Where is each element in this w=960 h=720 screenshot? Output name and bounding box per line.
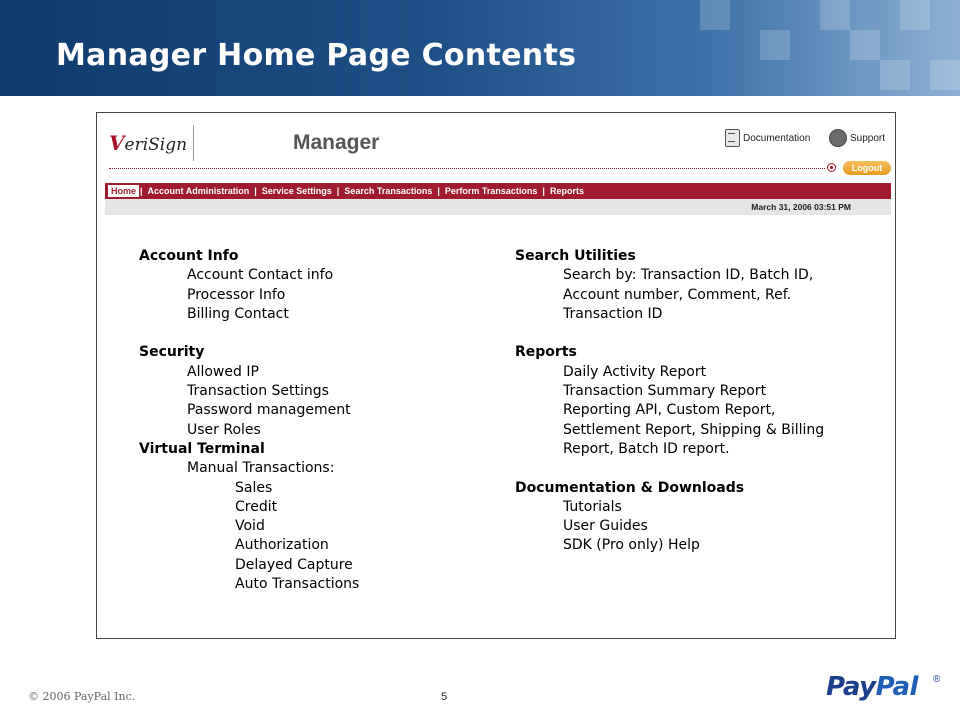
section-heading: Documentation & Downloads	[515, 479, 745, 496]
section-item: Transaction ID	[563, 305, 663, 322]
section-heading: Reports	[515, 344, 577, 361]
section-item: Tutorials	[563, 498, 622, 515]
nav-account-administration[interactable]: Account Administration	[147, 186, 250, 196]
section-item: Void	[235, 518, 265, 535]
support-link[interactable]	[829, 129, 885, 147]
registered-mark: ®	[933, 674, 941, 685]
section-item: Password management	[187, 402, 351, 419]
section-item: Reporting API, Custom Report,	[563, 402, 776, 419]
section-item: Auto Transactions	[235, 576, 360, 593]
section-item: User Guides	[563, 518, 648, 535]
manager-title: Manager	[293, 131, 380, 154]
spacer	[515, 324, 824, 343]
section-item: Transaction Summary Report	[563, 383, 767, 400]
spacer	[139, 324, 359, 343]
section-item: SDK (Pro only) Help	[563, 537, 700, 554]
page-number: 5	[441, 691, 448, 703]
nav-separator: |	[336, 186, 340, 196]
support-person-icon	[829, 129, 847, 147]
manager-header	[105, 119, 891, 215]
section-item: Search by: Transaction ID, Batch ID,	[563, 267, 814, 284]
nav-perform-transactions[interactable]: Perform Transactions	[444, 186, 538, 196]
decor-square	[850, 30, 880, 60]
decor-square	[930, 60, 960, 90]
section-heading: Search Utilities	[515, 248, 636, 264]
documentation-label: Documentation	[743, 132, 811, 144]
date-bar	[105, 199, 891, 215]
document-icon	[725, 129, 740, 147]
decor-square	[880, 60, 910, 90]
section-item: Delayed Capture	[235, 556, 353, 573]
nav-search-transactions[interactable]: Search Transactions	[344, 186, 433, 196]
section-item: Credit	[235, 498, 278, 515]
section-item: Manual Transactions:	[187, 460, 335, 477]
nav-separator: |	[140, 186, 143, 196]
left-content-column	[139, 247, 359, 594]
documentation-link[interactable]	[725, 129, 810, 147]
section-item: Daily Activity Report	[563, 363, 707, 380]
nav-home[interactable]: Home	[107, 184, 140, 198]
section-item: Settlement Report, Shipping & Billing	[563, 421, 825, 438]
decor-square	[760, 30, 790, 60]
slide-title: Manager Home Page Contents	[56, 38, 577, 73]
decor-square	[820, 0, 850, 30]
section-item: Transaction Settings	[187, 383, 329, 400]
logout-button[interactable]: Logout	[843, 161, 891, 175]
nav-separator: |	[437, 186, 440, 196]
support-label: Support	[850, 132, 886, 144]
section-item: Sales	[235, 479, 273, 496]
nav-reports[interactable]: Reports	[549, 186, 584, 196]
verisign-logo: VeriSign	[109, 131, 188, 155]
decor-square	[900, 0, 930, 30]
nav-separator: |	[542, 186, 545, 196]
slide-header	[0, 0, 960, 96]
section-item: Account number, Comment, Ref.	[563, 286, 792, 303]
manager-nav-bar	[105, 183, 891, 199]
section-item: Allowed IP	[187, 363, 259, 380]
logo-divider	[193, 125, 194, 161]
right-content-column	[515, 247, 824, 556]
manager-screenshot-panel	[96, 112, 896, 639]
target-icon	[827, 163, 836, 172]
section-item: Authorization	[235, 537, 329, 554]
copyright-text: © 2006 PayPal Inc.	[28, 690, 136, 703]
section-heading: Account Info	[139, 248, 239, 264]
section-item: Billing Contact	[187, 305, 289, 322]
section-heading: Virtual Terminal	[139, 440, 265, 457]
dotted-divider	[109, 168, 825, 169]
spacer	[515, 459, 824, 478]
section-item: Processor Info	[187, 286, 286, 303]
nav-service-settings[interactable]: Service Settings	[261, 186, 332, 196]
section-item: User Roles	[187, 421, 261, 438]
section-item: Account Contact info	[187, 267, 334, 284]
nav-separator: |	[254, 186, 257, 196]
current-date: March 31, 2006 03:51 PM	[751, 202, 851, 212]
paypal-logo: PayPal	[826, 672, 918, 702]
section-item: Report, Batch ID report.	[563, 440, 730, 457]
decor-square	[700, 0, 730, 30]
section-heading: Security	[139, 344, 205, 361]
